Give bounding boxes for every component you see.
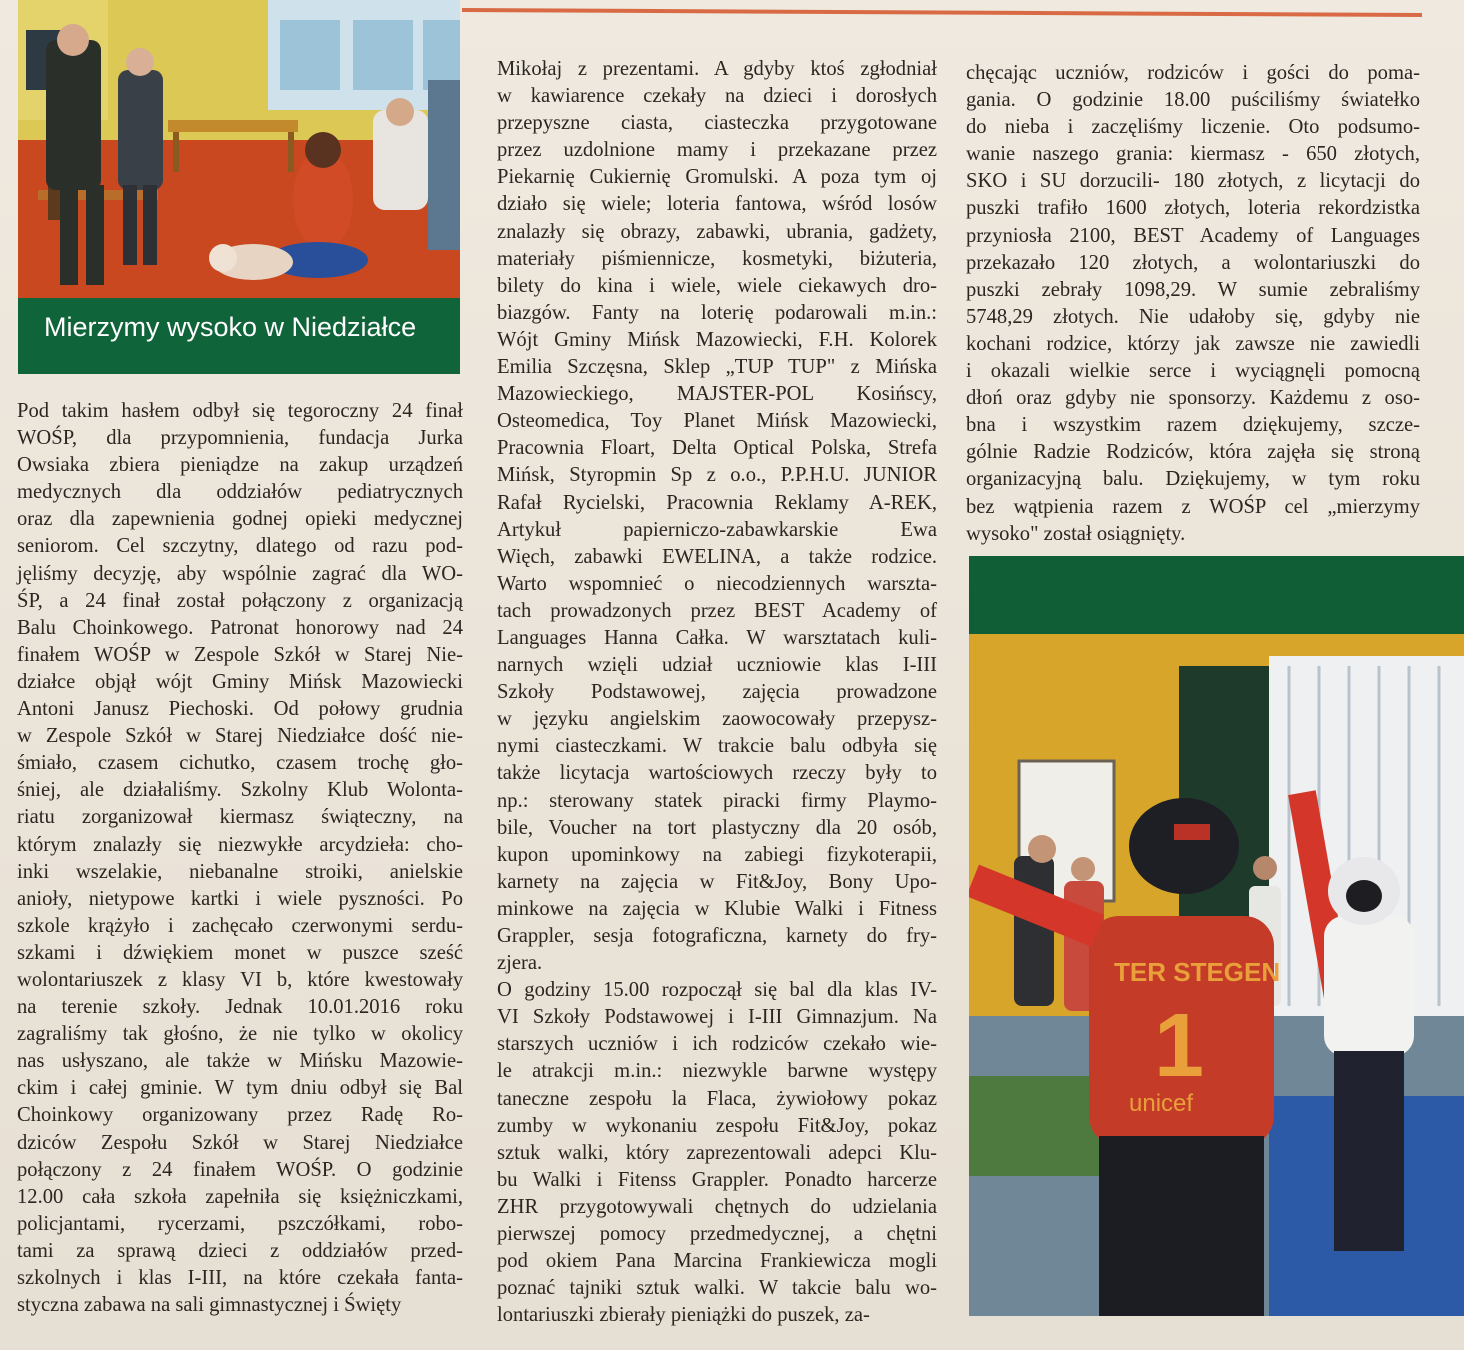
column3-line: SKO i SU dorzucili- 180 złotych, z licytacji do: [966, 170, 1420, 193]
column2-line: ZHR przygotowywali chętnych do udzielania: [497, 1195, 937, 1218]
column1-line: śniej, ale działaliśmy. Szkolny Klub Wolonta-: [17, 779, 463, 802]
column2-line: bile, Voucher na tort plastyczny dla 20 osób,: [497, 816, 937, 839]
column2-line: minkowe na zajęcia w Klubie Walki i Fitness: [497, 897, 937, 920]
column2-line: bu Walki i Fitenss Grappler. Ponadto harcerze: [497, 1168, 937, 1191]
column2-line: Warto wspomnieć o niecodziennych warszta-: [497, 572, 937, 595]
column2-line: nymi ciasteczkami. W trakcie balu odbyła się: [497, 735, 937, 758]
column2-line: np.: sterowany statek piracki firmy Playmo-: [497, 789, 937, 812]
column2-line: Wójt Gminy Mińsk Mazowiecki, F.H. Kolorek: [497, 328, 937, 351]
top-rule: [462, 8, 1422, 17]
column3-line: organizacyjną balu. Dziękujemy, w tym roku: [966, 468, 1420, 491]
column2-line: Szkoły Podstawowej, zajęcia prowadzone: [497, 681, 937, 704]
column3-line: 5748,29 złotych. Nie udałoby się, gdyby nie: [966, 305, 1420, 328]
column1-line: szkami i dźwiękiem monet w puszce sześć: [17, 941, 463, 964]
column2-line: także licytacja wartościowych rzeczy były to: [497, 762, 937, 785]
column2-line: tach prowadzonych przez BEST Academy of: [497, 599, 937, 622]
column1-line: oraz dla zapewnienia godnej opieki medycznej: [17, 508, 463, 531]
column2-line: karnety na zajęcia w Fit&Joy, Bony Upo-: [497, 870, 937, 893]
column2-line: starszych uczniów i ich rodziców czekało wie-: [497, 1033, 937, 1056]
column2-line: Piekarnię Cukiernię Gromulski. A poza tym oj: [497, 166, 937, 189]
column1-line: seniorom. Cel szczytny, dlatego od razu pod-: [17, 535, 463, 558]
column2-line: przepyszne ciasta, ciasteczka przygotowane: [497, 112, 937, 135]
column1-line: szkolnych i klas I-III, na które czekała fanta-: [17, 1267, 463, 1289]
column2-line: Osteomedica, Toy Planet Mińsk Mazowiecki,: [497, 410, 937, 433]
column2-line: Grappler, sesja fotograficzna, karnety do fry-: [497, 925, 937, 947]
column1-line: finałem WOŚP w Zespole Szkół w Starej Nie-: [17, 643, 463, 666]
column1-line: szkole krążyło i zachęcało czerwonymi serdu-: [17, 914, 463, 937]
column3-line: gólnie Radzie Rodziców, która zajęła się stroną: [966, 441, 1420, 464]
column1-line: medycznych dla oddziałów pediatrycznych: [17, 481, 463, 504]
jersey-sponsor: unicef: [1129, 1090, 1194, 1117]
column3-line: dłoń oraz gdyby nie sponsorzy. Każdemu z oso-: [966, 387, 1420, 410]
caption-title: Mierzymy wysoko w Niedziałce: [44, 312, 417, 342]
column1-line: ŚP, a 24 finał został połączony z organizacją: [17, 589, 463, 612]
column1-line: anioły, nietypowe kartki i wiele pyszności. Po: [17, 887, 463, 910]
column1-line: Choinkowy organizowany przez Radę Ro-: [17, 1104, 463, 1127]
column2-line: przez uzdolnione mamy i przekazane przez: [497, 139, 937, 162]
column1-line: połączony z 24 finałem WOŚP. O godzinie: [17, 1158, 463, 1181]
column1-line: wolontariuszek z klasy VI b, które kwestowały: [17, 968, 463, 991]
column1-line: styczna zabawa na sali gimnastycznej i Święty: [17, 1294, 402, 1317]
caption-bar: [18, 298, 460, 374]
column1-line: WOŚP, dla przypomnienia, fundacja Jurka: [17, 427, 463, 450]
column1-line: ckim i całej gminie. W tym dniu odbył się Bal: [17, 1077, 463, 1100]
article-column-1: [17, 398, 463, 1319]
column2-line: Emilia Szczęsna, Sklep „TUP TUP" z Mińska: [497, 356, 937, 379]
column1-line: którym znalazły się niezwykłe arcydzieła: cho-: [17, 833, 463, 856]
column1-line: jęliśmy decyzję, aby wspólnie zagrać dla WO-: [17, 562, 463, 585]
column3-line: chęcając uczniów, rodziców i gości do poma-: [966, 62, 1420, 84]
column2-line: zumby w wykonaniu zespołu Fit&Joy, pokaz: [497, 1114, 937, 1137]
column3-line: bez wątpienia razem z WOŚP cel „mierzymy: [966, 495, 1420, 518]
column1-line: Balu Choinkowego. Patronat honorowy nad 24: [17, 616, 463, 639]
column2-line: Languages Hanna Całka. W warsztatach kuli-: [497, 626, 937, 649]
column1-line: Owsiaka zbiera pieniądze na zakup urządzeń: [17, 454, 463, 477]
column2-line: Artykuł papierniczo-zabawkarskie Ewa: [497, 518, 937, 541]
first-aid-photo-illustration: [18, 0, 460, 298]
column3-line: puszki zebrały 1098,29. W sumie zebraliśmy: [966, 278, 1420, 301]
column2-line: bilety do kina i wiele, wiele ciekawych dro-: [497, 274, 937, 297]
column1-line: Pod takim hasłem odbył się tegoroczny 24 finał: [17, 400, 463, 422]
column3-line: wanie naszego grania: kiermasz - 650 złotych,: [966, 143, 1420, 166]
column1-line: inki wszelakie, niebanalne stroiki, anielskie: [17, 860, 463, 883]
column2-line: pierwszej pomocy przedmedycznej, a chętni: [497, 1223, 937, 1246]
column3-line: do nieba i zaczęliśmy liczenie. Oto podsumo-: [966, 116, 1420, 139]
column3-line: przyniosła 2100, BEST Academy of Languages: [966, 224, 1420, 247]
column2-line: narnych wzięli udział uczniowie klas I-III: [497, 654, 937, 677]
column3-line: przekazało 120 złotych, a wolontariuszki do: [966, 251, 1420, 274]
column1-line: zagraliśmy tak głośno, że nie tylko w okolicy: [17, 1023, 463, 1046]
column2-line: w języku angielskim zaowocowały przepysz-: [497, 708, 937, 731]
column1-line: riatu zorganizował kiermasz świąteczny, na: [17, 806, 463, 829]
column2-line: pod okiem Pana Marcina Frankiewicza mogli: [497, 1250, 937, 1273]
column2-line: biazgów. Fanty na loterię podarowali m.in.:: [497, 301, 937, 324]
column2-line: lontariuszki zbierały pieniążki do puszek, za-: [497, 1304, 870, 1327]
jersey-name: TER STEGEN: [1114, 957, 1281, 987]
column3-line: bna i wszystkim razem dziękujemy, szcze-: [966, 414, 1420, 437]
column2-line: sztuk walki, który zaprezentowali adepci Klu-: [497, 1141, 937, 1164]
column1-line: Antoni Janusz Piechoski. Od połowy grudnia: [17, 698, 463, 721]
column2-line: Pracownia Floart, Delta Optical Polska, Strefa: [497, 437, 937, 460]
column2-line: Mazowieckiego, MAJSTER-POL Kosińscy,: [497, 383, 937, 406]
column2-line: Mikołaj z prezentami. A gdyby ktoś zgłodniał: [497, 58, 937, 80]
column2-line: Więch, zabawki EWELINA, a także rodzice.: [497, 545, 937, 568]
column2-line: Rafał Rycielski, Pracownia Reklamy A-REK,: [497, 491, 937, 514]
column1-line: dziców Zespołu Szkół w Starej Niedziałce: [17, 1131, 463, 1154]
column3-line: kochani rodzice, którzy jak zawsze nie zawiedli: [966, 332, 1420, 355]
column1-line: policjantami, rycerzami, pszczółkami, robo-: [17, 1212, 463, 1235]
column2-line: w kawiarence czekały na dzieci i dorosłych: [497, 85, 937, 108]
column2-line: zjera.: [497, 952, 543, 975]
column2-line: znalazły się obrazy, zabawki, ubrania, gadżety,: [497, 220, 937, 243]
column1-line: nas usłyszano, ale także w Mińsku Mazowie-: [17, 1050, 463, 1073]
article-column-3: [966, 60, 1420, 548]
column2-line: materiały piśmiennicze, kosmetyki, biżuteria,: [497, 247, 937, 270]
column1-line: śmiało, czasem cichutko, czasem trochę gło-: [17, 752, 463, 775]
martial-arts-photo-illustration: [969, 556, 1464, 1316]
column3-line: wysoko" został osiągnięty.: [966, 522, 1186, 545]
column1-line: na terenie szkoły. Jednak 10.01.2016 roku: [17, 996, 463, 1019]
column2-line: poznać tajniki sztuk walki. W takcie balu wo-: [497, 1277, 937, 1300]
column3-line: puszki trafiło 1600 złotych, loteria rekordzistka: [966, 197, 1420, 220]
first-aid-photo: [18, 0, 460, 298]
column2-line: le atrakcji m.in.: niezwykle barwne występy: [497, 1060, 937, 1083]
column2-line: VI Szkoły Podstawowej i I-III Gimnazjum. Na: [497, 1006, 937, 1029]
column1-line: w Zespole Szkół w Starej Niedziałce dość nie-: [17, 725, 463, 748]
column2-line: taneczne zespołu la Flaca, żywiołowy pokaz: [497, 1087, 937, 1110]
column2-line: kupon upominkowy na zabiegi fizykoterapii,: [497, 843, 937, 866]
column3-line: i okazali wielkie serce i wyciągnęli pomocną: [966, 360, 1420, 383]
column1-line: 12.00 cała szkoła zapełniła się księżniczkami,: [17, 1185, 463, 1208]
column2-line: działo się wiele; loteria fantowa, wśród losów: [497, 193, 937, 216]
column2-line: O godziny 15.00 rozpoczął się bal dla klas IV-: [497, 979, 937, 1002]
column3-line: gania. O godzinie 18.00 puściliśmy światełko: [966, 89, 1420, 112]
article-column-2: [497, 56, 937, 1329]
column2-line: Mińsk, Styropmin Sp z o.o., P.P.H.U. JUNIOR: [497, 464, 937, 487]
martial-arts-photo: [969, 556, 1464, 1316]
column1-line: działce objął wójt Gminy Mińsk Mazowiecki: [17, 670, 463, 693]
column1-line: tami za sprawą dzieci z oddziałów przed-: [17, 1239, 463, 1262]
jersey-number: 1: [1154, 996, 1205, 1096]
